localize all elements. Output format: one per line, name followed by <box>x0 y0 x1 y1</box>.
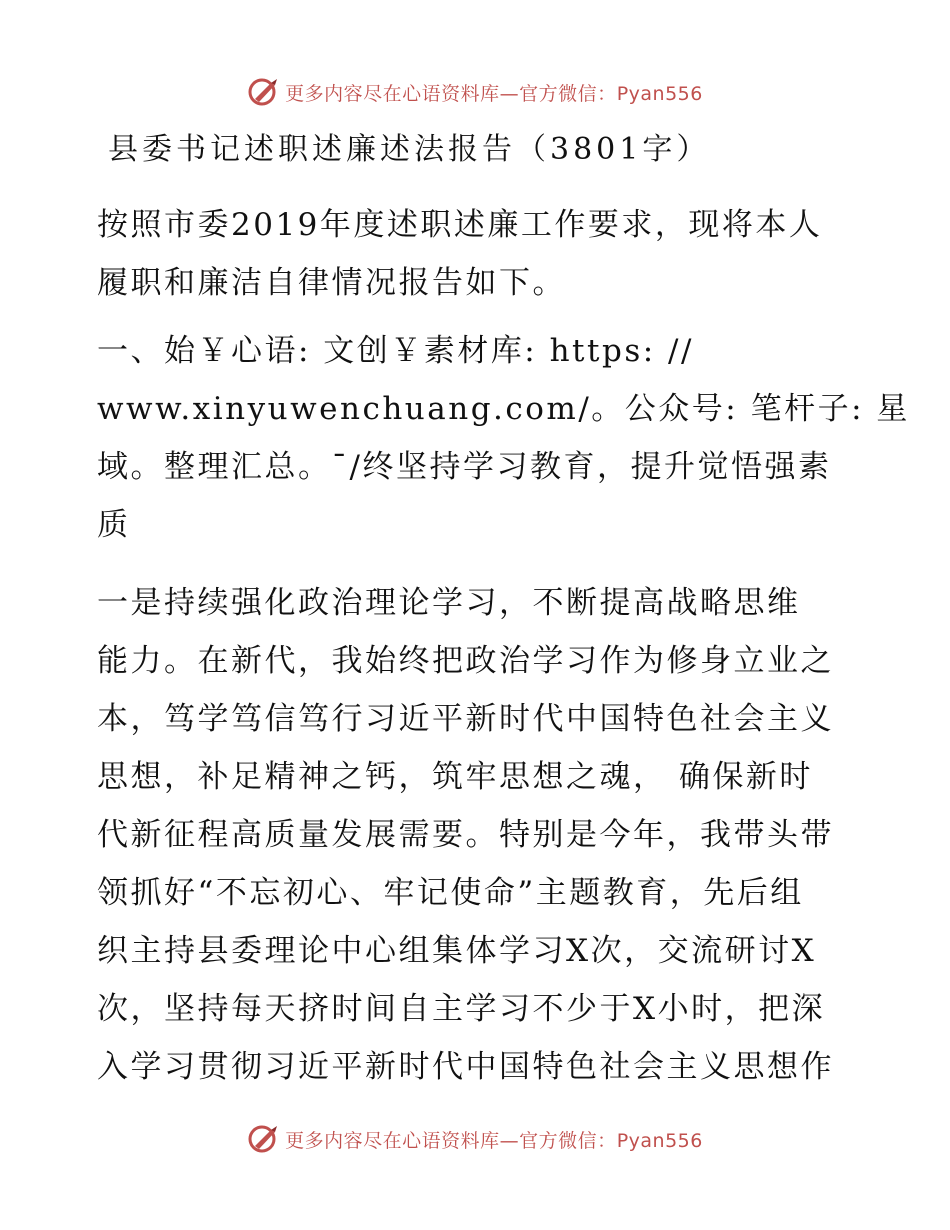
text-line: 质 <box>97 507 131 543</box>
banner-site: 更多内容尽在心语资料库 <box>285 82 500 105</box>
banner-official: 官方微信： <box>519 82 617 105</box>
banner-text <box>285 1126 703 1153</box>
text-line: 次，坚持每天挤时间自主学习不少于X小时，把深 <box>97 991 826 1027</box>
text-line: 织主持县委理论中心组集体学习X次，交流研讨X <box>97 933 817 969</box>
banner-text <box>285 79 703 106</box>
footer-banner <box>0 1119 950 1159</box>
text-line: 思想，补足精神之钙，筑牢思想之魂， 确保新时 <box>97 759 813 795</box>
pen-logo-icon <box>247 1122 281 1156</box>
header-banner <box>0 72 950 112</box>
text-line: www.xinyuwenchuang.com/。公众号: 笔杆子: 星 <box>97 391 910 427</box>
text-line: 入学习贯彻习近平新时代中国特色社会主义思想作 <box>97 1049 834 1085</box>
pen-logo-icon <box>247 75 281 109</box>
text-line: 按照市委2019年度述职述廉工作要求，现将本人 <box>97 207 823 243</box>
text-line: 一是持续强化政治理论学习，不断提高战略思维 <box>97 585 801 621</box>
paragraph-intro <box>97 196 857 312</box>
document-title: 县委书记述职述廉述法报告（3801字） <box>108 132 711 167</box>
text-line: 域。整理汇总。¯/终坚持学习教育，提升觉悟强素 <box>97 449 832 485</box>
banner-account: Pyan556 <box>616 82 703 105</box>
banner-official: 官方微信： <box>519 1129 617 1152</box>
banner-dash: — <box>499 1129 520 1152</box>
text-line: 领抓好“不忘初心、牢记使命”主题教育，先后组 <box>97 875 804 911</box>
paragraph-section-one <box>97 322 910 554</box>
text-line: 一、始￥心语: 文创￥素材库: https: // <box>97 333 694 369</box>
banner-dash: — <box>499 82 520 105</box>
banner-account: Pyan556 <box>616 1129 703 1152</box>
text-line: 代新征程高质量发展需要。特别是今年，我带头带 <box>97 817 834 853</box>
text-line: 履职和廉洁自律情况报告如下。 <box>97 265 566 301</box>
text-line: 本，笃学笃信笃行习近平新时代中国特色社会主义 <box>97 701 834 737</box>
banner-site: 更多内容尽在心语资料库 <box>285 1129 500 1152</box>
text-line: 能力。在新代，我始终把政治学习作为修身立业之 <box>97 643 834 679</box>
paragraph-point-one <box>97 574 857 1096</box>
